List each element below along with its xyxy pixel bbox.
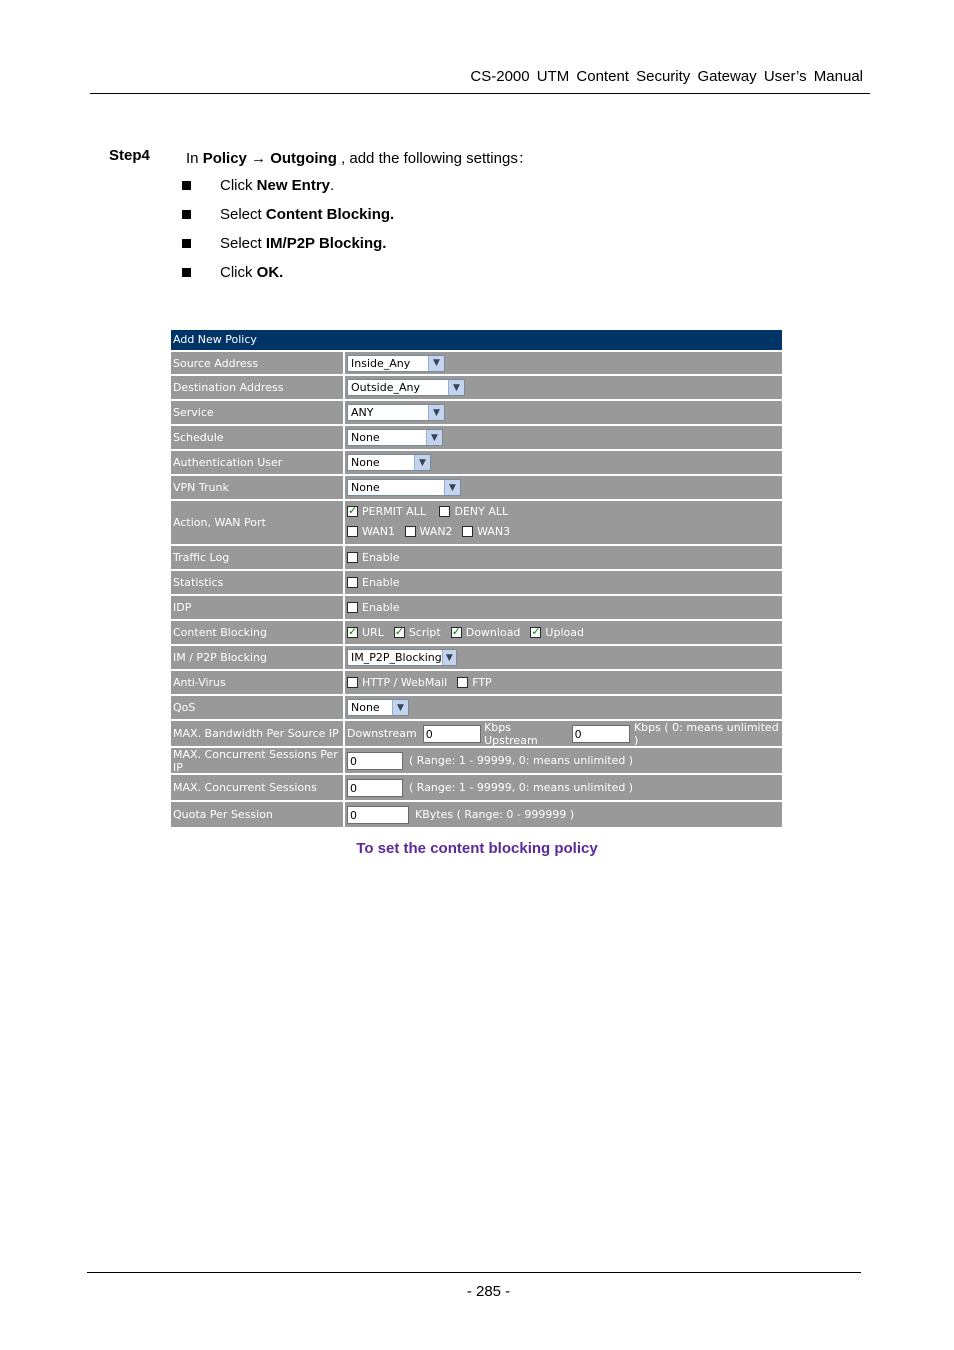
im-p2p-blocking-select[interactable]	[347, 649, 457, 666]
manual-title: CS-2000 UTM Content Security Gateway User’s Manual	[470, 68, 863, 85]
item-bold: IM/P2P Blocking.	[265, 235, 387, 252]
wan1-checkbox[interactable]	[347, 526, 358, 537]
traffic-log-option[interactable]	[347, 551, 399, 564]
row-authentication-user	[171, 451, 782, 474]
traffic-log-checkbox[interactable]	[347, 552, 358, 563]
wan2-option[interactable]	[405, 525, 453, 538]
option-label: PERMIT ALL	[362, 505, 426, 518]
ftp-checkbox[interactable]	[457, 677, 468, 688]
option-label: HTTP / WebMail	[362, 676, 448, 689]
option-label: Script	[408, 626, 441, 639]
bandwidth-hint: Kbps ( 0: means unlimited )	[633, 720, 779, 747]
wan3-option[interactable]	[462, 525, 510, 538]
item-suffix: .	[330, 177, 335, 194]
wan2-checkbox[interactable]	[405, 526, 416, 537]
select-value: ANY	[351, 406, 374, 419]
chevron-down-icon: ▼	[392, 700, 408, 715]
row-schedule	[171, 426, 782, 449]
destination-address-select[interactable]	[347, 379, 465, 396]
row-max-sessions	[171, 775, 782, 800]
menu-policy: Policy	[202, 150, 247, 167]
select-value: None	[351, 701, 380, 714]
url-checkbox[interactable]	[347, 627, 358, 638]
option-label: Enable	[362, 551, 400, 564]
statistics-checkbox[interactable]	[347, 577, 358, 588]
upload-option[interactable]	[530, 626, 584, 639]
downstream-label: Downstream	[347, 727, 417, 740]
anti-virus-label: Anti-Virus	[171, 671, 345, 694]
row-action-wan-port	[171, 501, 782, 544]
select-value: None	[351, 481, 380, 494]
form-title: Add New Policy	[171, 330, 782, 350]
step-label: Step4	[109, 147, 150, 164]
http-webmail-checkbox[interactable]	[347, 677, 358, 688]
row-max-bandwidth	[171, 721, 782, 746]
row-vpn-trunk	[171, 476, 782, 499]
item-bold: New Entry	[256, 177, 331, 194]
option-label: FTP	[472, 676, 492, 689]
bullet-icon	[182, 181, 191, 190]
idp-checkbox[interactable]	[347, 602, 358, 613]
traffic-log-label: Traffic Log	[171, 546, 345, 569]
download-checkbox[interactable]	[451, 627, 462, 638]
add-new-policy-form	[171, 330, 782, 829]
permit-all-option[interactable]	[347, 505, 426, 518]
deny-all-option[interactable]	[439, 505, 508, 518]
deny-all-checkbox[interactable]	[439, 506, 450, 517]
row-qos	[171, 696, 782, 719]
url-option[interactable]	[347, 626, 384, 639]
row-destination-address	[171, 376, 782, 399]
qos-select[interactable]	[347, 699, 409, 716]
wan3-checkbox[interactable]	[462, 526, 473, 537]
chevron-down-icon: ▼	[428, 405, 444, 420]
bullet-icon	[182, 239, 191, 248]
statistics-label: Statistics	[171, 571, 345, 594]
row-im-p2p-blocking	[171, 646, 782, 669]
step-prefix: In	[186, 150, 203, 167]
select-value: None	[351, 431, 380, 444]
option-label: Enable	[362, 576, 400, 589]
quota-hint: KBytes ( Range: 0 - 999999 )	[415, 808, 575, 821]
http-webmail-option[interactable]	[347, 676, 447, 689]
script-checkbox[interactable]	[394, 627, 405, 638]
row-statistics	[171, 571, 782, 594]
service-label: Service	[171, 401, 345, 424]
chevron-down-icon: ▼	[442, 650, 456, 665]
authentication-user-select[interactable]	[347, 454, 431, 471]
list-item	[182, 206, 394, 235]
select-value: None	[351, 456, 380, 469]
chevron-down-icon: ▼	[426, 430, 442, 445]
qos-label: QoS	[171, 696, 345, 719]
menu-outgoing: Outgoing	[270, 150, 337, 167]
header-divider	[90, 93, 870, 94]
page-number: - 285 -	[466, 1283, 511, 1300]
step-instruction	[186, 147, 533, 168]
chevron-down-icon: ▼	[428, 356, 444, 371]
authentication-user-label: Authentication User	[171, 451, 345, 474]
list-item	[182, 264, 394, 293]
wan1-option[interactable]	[347, 525, 395, 538]
idp-label: IDP	[171, 596, 345, 619]
bullet-icon	[182, 268, 191, 277]
item-bold: Content Blocking.	[265, 206, 395, 223]
select-value: Inside_Any	[351, 356, 411, 370]
option-label: WAN3	[477, 525, 511, 538]
upstream-label: Kbps Upstream	[484, 720, 538, 747]
source-address-label: Source Address	[171, 352, 345, 374]
list-item	[182, 235, 394, 264]
max-sessions-input[interactable]: 0	[347, 779, 403, 797]
select-value: Outside_Any	[351, 381, 420, 394]
chevron-down-icon: ▼	[444, 480, 460, 495]
row-max-sessions-per-ip	[171, 748, 782, 773]
row-content-blocking	[171, 621, 782, 644]
vpn-trunk-select[interactable]	[347, 479, 461, 496]
row-idp	[171, 596, 782, 619]
instruction-list	[182, 177, 394, 293]
downstream-input[interactable]: 0	[423, 725, 481, 743]
row-source-address	[171, 352, 782, 374]
figure-caption: To set the content blocking policy	[356, 840, 598, 857]
content-blocking-label: Content Blocking	[171, 621, 345, 644]
upstream-input[interactable]: 0	[572, 725, 630, 743]
download-option[interactable]	[451, 626, 521, 639]
upload-checkbox[interactable]	[530, 627, 541, 638]
max-sessions-per-ip-input[interactable]: 0	[347, 752, 403, 770]
option-label: URL	[362, 626, 384, 639]
option-label: Enable	[362, 601, 400, 614]
option-label: Upload	[545, 626, 584, 639]
select-value: IM_P2P_Blocking	[351, 651, 442, 664]
range-hint: ( Range: 1 - 99999, 0: means unlimited )	[409, 781, 634, 794]
statistics-option[interactable]	[347, 576, 399, 589]
arrow-icon: →	[251, 150, 267, 167]
im-p2p-blocking-label: IM / P2P Blocking	[171, 646, 345, 669]
range-hint: ( Range: 1 - 99999, 0: means unlimited )	[409, 754, 634, 767]
max-sessions-label: MAX. Concurrent Sessions	[171, 775, 345, 800]
option-label: DENY ALL	[454, 505, 509, 518]
quota-per-session-label: Quota Per Session	[171, 802, 345, 827]
chevron-down-icon: ▼	[448, 380, 464, 395]
vpn-trunk-label: VPN Trunk	[171, 476, 345, 499]
option-label: WAN1	[362, 525, 396, 538]
max-bandwidth-label: MAX. Bandwidth Per Source IP	[171, 721, 345, 746]
step-suffix: , add the following settings：	[336, 150, 533, 167]
schedule-label: Schedule	[171, 426, 345, 449]
row-quota-per-session	[171, 802, 782, 827]
item-prefix: Select	[220, 235, 266, 252]
action-wan-port-label: Action, WAN Port	[171, 501, 345, 544]
item-prefix: Click	[220, 264, 257, 281]
option-label: Download	[465, 626, 521, 639]
destination-address-label: Destination Address	[171, 376, 345, 399]
footer-divider	[87, 1272, 861, 1273]
ftp-option[interactable]	[457, 676, 492, 689]
source-address-select[interactable]	[347, 355, 445, 372]
bullet-icon	[182, 210, 191, 219]
service-select[interactable]	[347, 404, 445, 421]
script-option[interactable]	[394, 626, 441, 639]
option-label: WAN2	[419, 525, 453, 538]
idp-option[interactable]	[347, 601, 399, 614]
permit-all-checkbox[interactable]	[347, 506, 358, 517]
max-sessions-per-ip-label: MAX. Concurrent Sessions Per IP	[171, 748, 345, 773]
row-service	[171, 401, 782, 424]
item-prefix: Click	[220, 177, 257, 194]
list-item	[182, 177, 394, 206]
schedule-select[interactable]	[347, 429, 443, 446]
row-traffic-log	[171, 546, 782, 569]
chevron-down-icon: ▼	[414, 455, 430, 470]
row-anti-virus	[171, 671, 782, 694]
item-prefix: Select	[220, 206, 266, 223]
quota-per-session-input[interactable]: 0	[347, 806, 409, 824]
item-bold: OK.	[256, 264, 284, 281]
